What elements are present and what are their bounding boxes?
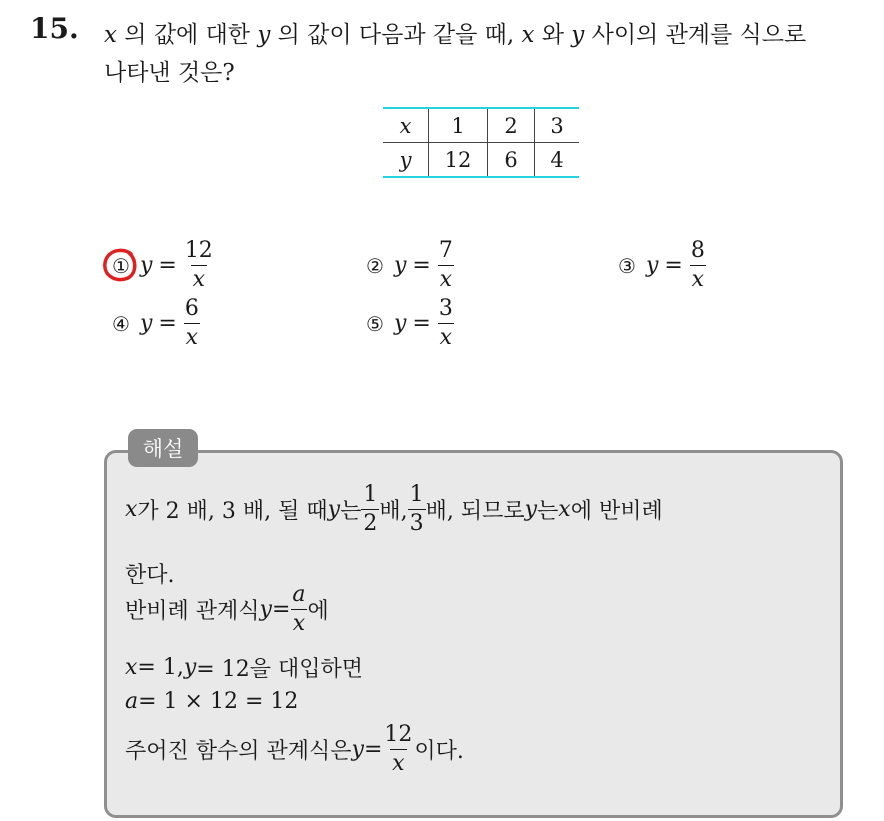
choice-2[interactable]: [366, 240, 455, 291]
choice-fraction: $\frac{3}{x}$: [438, 296, 453, 350]
table-row: [383, 143, 579, 178]
choice-mark: ③: [618, 253, 636, 278]
choice-5[interactable]: [366, 298, 455, 349]
explanation-tag: 해설: [128, 429, 198, 467]
choice-mark: ①: [112, 253, 130, 278]
choice-eq: =: [412, 253, 431, 278]
choice-4[interactable]: [112, 298, 201, 349]
explanation-line-1: x 가 2 배, 3 배, 될 때 y 는 $\frac{1}{2}$ 배, $\frac{1}{3}$ 배, 되므로 y 는 x 에 반비례: [125, 482, 663, 536]
table-cell: 6: [488, 143, 535, 178]
value-table: [383, 107, 579, 178]
choice-fraction: $\frac{7}{x}$: [438, 238, 453, 292]
explanation-line-6: 주어진 함수의 관계식은 y = $\frac{12}{x}$ 이다.: [125, 722, 464, 776]
table-cell: 1: [429, 108, 488, 143]
choice-fraction: $\frac{8}{x}$: [690, 238, 705, 292]
choice-lhs: y: [139, 253, 153, 278]
question-number: 15.: [30, 12, 79, 45]
table-cell: 2: [488, 108, 535, 143]
choice-lhs: y: [139, 311, 153, 336]
choice-fraction: $\frac{12}{x}$: [184, 238, 213, 292]
choice-fraction: $\frac{6}{x}$: [184, 296, 199, 350]
table-row: [383, 108, 579, 143]
explanation-line-5: a = 1 × 12 = 12: [125, 689, 299, 714]
choice-eq: =: [158, 311, 177, 336]
choice-lhs: y: [393, 253, 407, 278]
table-cell: 12: [429, 143, 488, 178]
choice-eq: =: [158, 253, 177, 278]
table-cell: x: [383, 108, 429, 143]
question-text-line2: 나타낸 것은?: [104, 60, 235, 86]
choice-mark: ②: [366, 253, 384, 278]
choice-eq: =: [412, 311, 431, 336]
choice-lhs: y: [645, 253, 659, 278]
choice-mark: ④: [112, 311, 130, 336]
choice-3[interactable]: [618, 240, 707, 291]
choice-mark: ⑤: [366, 311, 384, 336]
answer-circle-mark: [101, 246, 139, 284]
choice-lhs: y: [393, 311, 407, 336]
explanation-line-2: 한다.: [125, 563, 175, 588]
table-cell: y: [383, 143, 429, 178]
question-text-line1: x 의 값에 대한 y 의 값이 다음과 같을 때, x 와 y 사이의 관계를 식으로: [104, 22, 807, 48]
explanation-line-3: 반비례 관계식 y = $\frac{a}{x}$ 에: [125, 582, 329, 636]
explanation-line-4: x = 1, y = 12을 대입하면: [125, 655, 363, 682]
choice-eq: =: [664, 253, 683, 278]
table-cell: 3: [535, 108, 580, 143]
table-cell: 4: [535, 143, 580, 178]
